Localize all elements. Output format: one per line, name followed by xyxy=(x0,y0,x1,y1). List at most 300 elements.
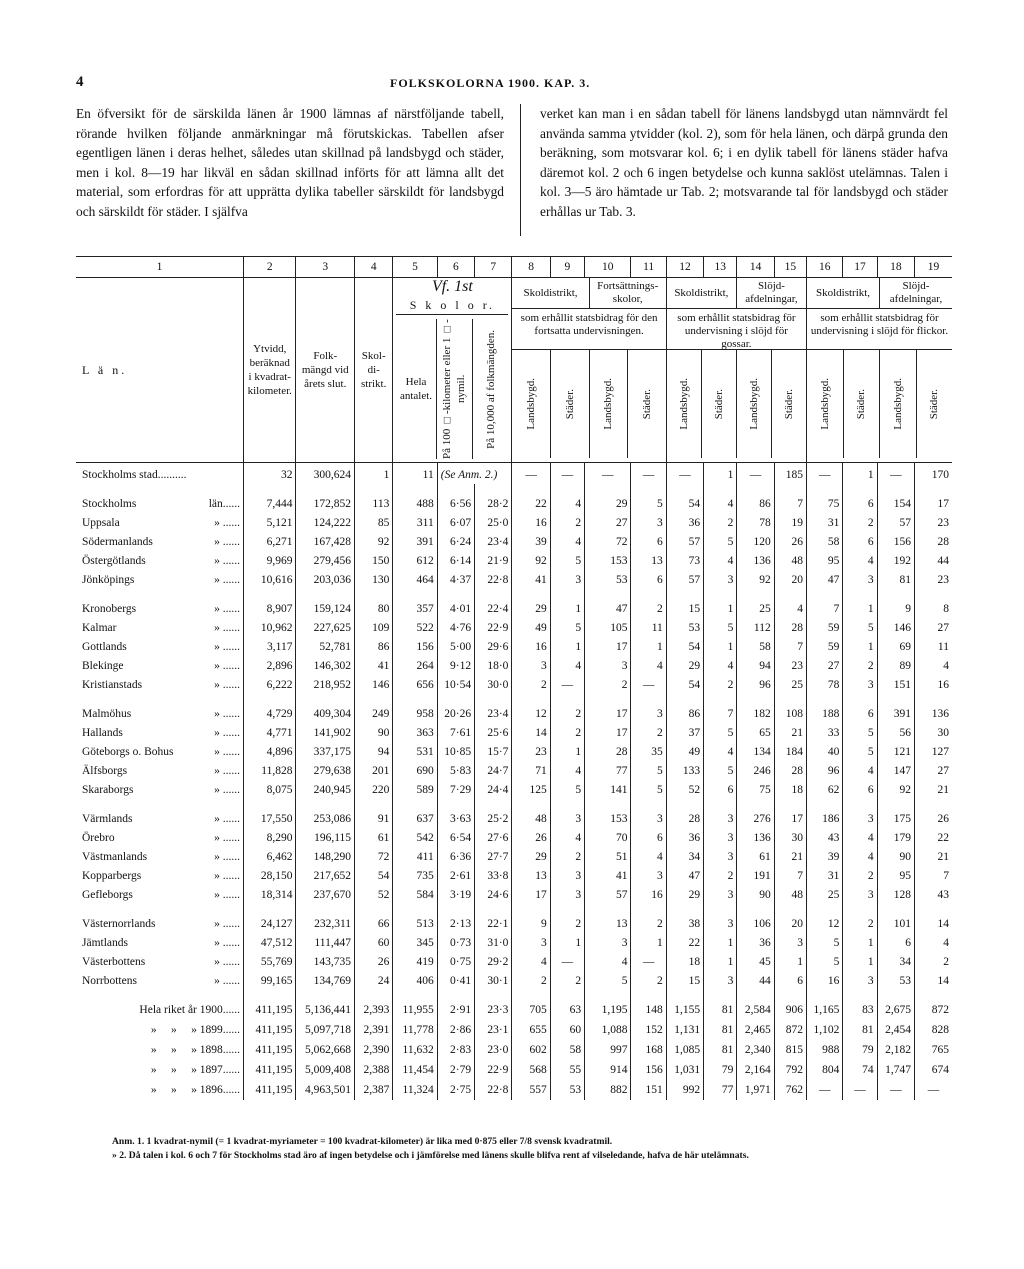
table-cell: 90 xyxy=(877,847,914,866)
table-cell: 6 xyxy=(877,933,914,952)
table-cell: 143,735 xyxy=(296,952,355,971)
row-label: Västernorrlands » ...... xyxy=(82,917,241,930)
table-cell: 184 xyxy=(774,742,806,761)
table-cell: 156 xyxy=(393,637,437,656)
table-cell: 175 xyxy=(877,809,914,828)
table-cell: 5,009,408 xyxy=(296,1060,355,1080)
table-cell: 357 xyxy=(393,599,437,618)
table-cell: 5 xyxy=(807,952,843,971)
table-cell: 152 xyxy=(631,1020,666,1040)
table-cell: 2 xyxy=(704,513,737,532)
summary-row xyxy=(76,1000,952,1020)
table-cell: 3 xyxy=(704,971,737,990)
table-cell: 151 xyxy=(877,675,914,694)
table-cell: 4 xyxy=(550,656,584,675)
table-cell: 92 xyxy=(355,532,393,551)
table-cell: 30 xyxy=(915,723,953,742)
table-cell: 3 xyxy=(704,885,737,904)
column-number: 14 xyxy=(737,257,774,278)
table-cell: 86 xyxy=(737,494,774,513)
table-cell: 41 xyxy=(355,656,393,675)
table-cell: 28 xyxy=(585,742,631,761)
table-cell: 542 xyxy=(393,828,437,847)
table-cell: 124,222 xyxy=(296,513,355,532)
table-cell: 78 xyxy=(807,675,843,694)
table-cell: 3,117 xyxy=(244,637,296,656)
table-cell: 1 xyxy=(704,952,737,971)
row-label: Värmlands » ...... xyxy=(82,812,241,825)
table-cell: 14 xyxy=(915,914,953,933)
table-cell: 14 xyxy=(915,971,953,990)
table-cell: 92 xyxy=(737,570,774,589)
table-cell: 828 xyxy=(915,1020,953,1040)
table-cell: 10·85 xyxy=(437,742,474,761)
table-cell: 54 xyxy=(666,675,703,694)
row-label: Stockholms län...... xyxy=(82,497,241,510)
table-cell: 411 xyxy=(393,847,437,866)
table-cell: 53 xyxy=(666,618,703,637)
table-cell: 488 xyxy=(393,494,437,513)
table-cell: 86 xyxy=(666,704,703,723)
table-cell: 11,955 xyxy=(393,1000,437,1020)
table-cell: 8,290 xyxy=(244,828,296,847)
table-cell: 656 xyxy=(393,675,437,694)
table-cell: 1 xyxy=(843,637,877,656)
column-number: 2 xyxy=(244,257,296,278)
table-cell: 54 xyxy=(666,494,703,513)
table-cell: 531 xyxy=(393,742,437,761)
table-cell: 28 xyxy=(774,618,806,637)
table-cell: 33·8 xyxy=(475,866,512,885)
table-cell: 65 xyxy=(737,723,774,742)
table-cell: 94 xyxy=(355,742,393,761)
table-cell: 1,102 xyxy=(807,1020,843,1040)
table-cell: 5 xyxy=(807,933,843,952)
row-label: Gottlands » ...... xyxy=(82,640,241,653)
table-cell: 232,311 xyxy=(296,914,355,933)
table-cell: 22·9 xyxy=(475,618,512,637)
table-cell: 3 xyxy=(704,914,737,933)
table-cell: — xyxy=(915,1080,953,1100)
table-cell: 568 xyxy=(512,1060,550,1080)
summary-label: » » » 1897...... xyxy=(150,1064,241,1076)
table-cell: 16 xyxy=(915,675,953,694)
table-row xyxy=(76,866,952,885)
table-cell: 406 xyxy=(393,971,437,990)
column-number: 9 xyxy=(550,257,584,278)
table-cell: 1,195 xyxy=(585,1000,631,1020)
table-cell: 240,945 xyxy=(296,780,355,799)
table-cell: 2,896 xyxy=(244,656,296,675)
table-cell: 23·1 xyxy=(475,1020,512,1040)
table-cell: 11 xyxy=(393,463,437,485)
table-cell: 11 xyxy=(915,637,953,656)
table-cell: 95 xyxy=(807,551,843,570)
table-cell: 1 xyxy=(843,599,877,618)
table-cell: 4 xyxy=(843,847,877,866)
table-cell: 391 xyxy=(393,532,437,551)
spacer-row xyxy=(76,484,952,494)
row-label: Gefleborgs » ...... xyxy=(82,888,241,901)
table-cell: 27 xyxy=(807,656,843,675)
table-cell: 146 xyxy=(355,675,393,694)
header-folkmangd: Folk-mängd vid årets slut. xyxy=(296,278,355,463)
table-cell: 3 xyxy=(550,570,584,589)
table-cell: 4 xyxy=(550,828,584,847)
table-cell: 30·0 xyxy=(475,675,512,694)
table-cell: 4·01 xyxy=(437,599,474,618)
table-cell: 11,778 xyxy=(393,1020,437,1040)
table-cell: 27·7 xyxy=(475,847,512,866)
table-cell: 765 xyxy=(915,1040,953,1060)
summary-row xyxy=(76,1020,952,1040)
row-label: Jönköpings » ...... xyxy=(82,573,241,586)
table-cell: 5,121 xyxy=(244,513,296,532)
table-cell: 24,127 xyxy=(244,914,296,933)
row-label: Kalmar » ...... xyxy=(82,621,241,634)
table-cell: 94 xyxy=(737,656,774,675)
table-cell: 0·73 xyxy=(437,933,474,952)
table-cell: 148,290 xyxy=(296,847,355,866)
table-cell: 81 xyxy=(704,1040,737,1060)
table-cell: 151 xyxy=(631,1080,666,1100)
summary-row xyxy=(76,1080,952,1100)
table-cell: 4 xyxy=(585,952,631,971)
table-cell: 25 xyxy=(737,599,774,618)
table-cell: 168 xyxy=(631,1040,666,1060)
table-cell: 55 xyxy=(550,1060,584,1080)
table-cell: 179 xyxy=(877,828,914,847)
table-cell: 81 xyxy=(877,570,914,589)
table-cell: 43 xyxy=(807,828,843,847)
table-cell: 25 xyxy=(807,885,843,904)
table-cell: 2 xyxy=(631,914,666,933)
table-cell: 2,182 xyxy=(877,1040,914,1060)
table-cell: 17 xyxy=(585,704,631,723)
table-cell: 4,771 xyxy=(244,723,296,742)
table-cell: 411,195 xyxy=(244,1040,296,1060)
table-cell: 3 xyxy=(843,570,877,589)
table-cell: — xyxy=(631,463,666,485)
table-cell: 58 xyxy=(807,532,843,551)
table-cell: 80 xyxy=(355,599,393,618)
table-cell: 464 xyxy=(393,570,437,589)
table-cell: 6 xyxy=(631,570,666,589)
table-cell: 22 xyxy=(915,828,953,847)
table-cell: 47 xyxy=(807,570,843,589)
table-cell: 1 xyxy=(704,463,737,485)
table-cell: 55,769 xyxy=(244,952,296,971)
table-cell: 227,625 xyxy=(296,618,355,637)
table-cell: 246 xyxy=(737,761,774,780)
table-cell: 411,195 xyxy=(244,1020,296,1040)
table-cell: 185 xyxy=(774,463,806,485)
table-cell: 23 xyxy=(915,513,953,532)
table-cell: 3 xyxy=(585,656,631,675)
table-cell: 2,454 xyxy=(877,1020,914,1040)
table-cell: 872 xyxy=(774,1020,806,1040)
table-cell: 1 xyxy=(550,933,584,952)
table-cell: 20 xyxy=(774,570,806,589)
table-cell: 2 xyxy=(704,866,737,885)
table-cell: 28 xyxy=(915,532,953,551)
table-cell: 1 xyxy=(550,599,584,618)
table-cell: 6·14 xyxy=(437,551,474,570)
table-cell: 81 xyxy=(843,1020,877,1040)
table-cell: 5 xyxy=(631,761,666,780)
table-cell: 4 xyxy=(774,599,806,618)
table-cell: — xyxy=(585,463,631,485)
table-cell: 4 xyxy=(704,742,737,761)
footnote-1: Anm. 1. 1 kvadrat-nymil (= 1 kvadrat-myriameter = 100 kvadrat-kilometer) är lika med 0·875 eller 7/8 svensk kvadratmil. xyxy=(112,1136,613,1147)
table-cell: 2 xyxy=(704,675,737,694)
table-cell: 1,088 xyxy=(585,1020,631,1040)
table-cell: 5·83 xyxy=(437,761,474,780)
table-row xyxy=(76,513,952,532)
table-cell: 220 xyxy=(355,780,393,799)
table-cell: 5 xyxy=(843,742,877,761)
column-number: 3 xyxy=(296,257,355,278)
table-cell: — xyxy=(631,952,666,971)
table-row xyxy=(76,933,952,952)
table-cell: 121 xyxy=(877,742,914,761)
table-cell: 44 xyxy=(915,551,953,570)
spacer-row xyxy=(76,589,952,599)
header-row xyxy=(76,278,952,463)
table-cell: 5 xyxy=(704,761,737,780)
table-cell: 52 xyxy=(666,780,703,799)
table-cell: 61 xyxy=(355,828,393,847)
table-cell: 26 xyxy=(774,532,806,551)
table-cell: 25·2 xyxy=(475,809,512,828)
table-cell: 1,031 xyxy=(666,1060,703,1080)
table-cell: 3 xyxy=(843,885,877,904)
table-cell: 57 xyxy=(585,885,631,904)
column-number: 4 xyxy=(355,257,393,278)
table-cell: 16 xyxy=(512,637,550,656)
table-cell: 136 xyxy=(915,704,953,723)
table-cell: 804 xyxy=(807,1060,843,1080)
table-cell: 337,175 xyxy=(296,742,355,761)
table-cell: 111,447 xyxy=(296,933,355,952)
table-cell: 3 xyxy=(550,809,584,828)
column-number: 15 xyxy=(774,257,806,278)
table-cell: 2,340 xyxy=(737,1040,774,1060)
table-cell: — xyxy=(877,1080,914,1100)
column-number-row xyxy=(76,257,952,278)
table-cell: 27 xyxy=(585,513,631,532)
table-cell: 6,462 xyxy=(244,847,296,866)
header-stader: Städer. xyxy=(640,388,653,420)
table-cell: 218,952 xyxy=(296,675,355,694)
table-cell: 735 xyxy=(393,866,437,885)
table-row xyxy=(76,952,952,971)
table-cell: 2 xyxy=(550,704,584,723)
table-cell: 31 xyxy=(807,513,843,532)
table-cell: 70 xyxy=(585,828,631,847)
table-cell: 24·4 xyxy=(475,780,512,799)
row-label: Stockholms stad.......... xyxy=(82,468,187,481)
table-cell: 8,075 xyxy=(244,780,296,799)
table-cell: 4 xyxy=(704,551,737,570)
table-row xyxy=(76,971,952,990)
table-cell: 7,444 xyxy=(244,494,296,513)
table-cell: 30 xyxy=(774,828,806,847)
table-cell: 6·36 xyxy=(437,847,474,866)
table-cell: 0·41 xyxy=(437,971,474,990)
table-cell: 1 xyxy=(843,952,877,971)
table-cell: — xyxy=(512,463,550,485)
table-cell: 6 xyxy=(843,494,877,513)
row-label: Kristianstads » ...... xyxy=(82,678,241,691)
header-landsbygd: Landsbygd. xyxy=(525,378,538,430)
column-number: 16 xyxy=(807,257,843,278)
table-cell: 2,164 xyxy=(737,1060,774,1080)
table-cell: 17,550 xyxy=(244,809,296,828)
table-cell: 1 xyxy=(704,637,737,656)
header-group-2: Skoldistrikt, Slöjd-afdelningar, som erhållit statsbidrag för undervisning i slöjd för gossar. Landsbygd. Städer. Landsbygd. Städer. xyxy=(666,278,806,463)
table-cell: 45 xyxy=(737,952,774,971)
table-cell: 2 xyxy=(550,971,584,990)
table-cell: 150 xyxy=(355,551,393,570)
table-cell: 6,271 xyxy=(244,532,296,551)
table-cell: 71 xyxy=(512,761,550,780)
table-cell: 1 xyxy=(774,952,806,971)
table-cell: 3 xyxy=(774,933,806,952)
table-cell: 5 xyxy=(631,494,666,513)
table-cell: 90 xyxy=(737,885,774,904)
table-cell: 156 xyxy=(877,532,914,551)
table-cell: 106 xyxy=(737,914,774,933)
column-number: 13 xyxy=(704,257,737,278)
table-cell: 4,896 xyxy=(244,742,296,761)
table-cell: 59 xyxy=(807,618,843,637)
table-cell: 411,195 xyxy=(244,1080,296,1100)
table-cell: — xyxy=(807,1080,843,1100)
table-cell: 4 xyxy=(550,532,584,551)
table-cell: 153 xyxy=(585,551,631,570)
table-row xyxy=(76,885,952,904)
table-cell: 18 xyxy=(774,780,806,799)
table-cell: 43 xyxy=(915,885,953,904)
table-cell: 3·63 xyxy=(437,809,474,828)
table-cell: 31 xyxy=(807,866,843,885)
table-cell: 7 xyxy=(807,599,843,618)
table-cell: 11,632 xyxy=(393,1040,437,1060)
table-cell: 203,036 xyxy=(296,570,355,589)
table-cell: 17 xyxy=(512,885,550,904)
table-cell: 159,124 xyxy=(296,599,355,618)
table-cell: 26 xyxy=(915,809,953,828)
table-cell: 128 xyxy=(877,885,914,904)
table-cell: 22·8 xyxy=(475,1080,512,1100)
table-cell: 41 xyxy=(585,866,631,885)
table-cell: 6 xyxy=(631,532,666,551)
table-cell: 48 xyxy=(774,885,806,904)
table-cell: 81 xyxy=(704,1000,737,1020)
table-cell: — xyxy=(550,463,584,485)
table-cell: 914 xyxy=(585,1060,631,1080)
footnotes xyxy=(112,1135,962,1163)
table-cell: 86 xyxy=(355,637,393,656)
table-cell: 21·9 xyxy=(475,551,512,570)
table-cell: 411,195 xyxy=(244,1000,296,1020)
table-cell: 27 xyxy=(915,618,953,637)
table-cell: 5 xyxy=(585,971,631,990)
table-cell: 4 xyxy=(915,933,953,952)
table-cell: 23 xyxy=(915,570,953,589)
table-cell: 1 xyxy=(550,637,584,656)
table-cell: 4 xyxy=(843,761,877,780)
table-cell: — xyxy=(877,463,914,485)
column-number: 6 xyxy=(437,257,474,278)
table-cell: 72 xyxy=(355,847,393,866)
table-cell: 78 xyxy=(737,513,774,532)
column-divider xyxy=(520,104,521,236)
table-cell: 17 xyxy=(774,809,806,828)
table-cell: 17 xyxy=(915,494,953,513)
table-cell: 5 xyxy=(550,551,584,570)
table-cell: 20 xyxy=(774,914,806,933)
table-cell: 48 xyxy=(774,551,806,570)
table-row xyxy=(76,828,952,847)
column-number: 17 xyxy=(843,257,877,278)
table-cell: 2 xyxy=(843,866,877,885)
row-label: Södermanlands » ...... xyxy=(82,535,241,548)
table-cell: 1,165 xyxy=(807,1000,843,1020)
table-cell: 191 xyxy=(737,866,774,885)
table-cell: 409,304 xyxy=(296,704,355,723)
table-cell: 1 xyxy=(631,933,666,952)
table-cell: 28 xyxy=(666,809,703,828)
table-cell: 101 xyxy=(877,914,914,933)
table-cell: 557 xyxy=(512,1080,550,1100)
table-cell: 3 xyxy=(631,704,666,723)
table-cell: 146 xyxy=(877,618,914,637)
table-cell: 196,115 xyxy=(296,828,355,847)
table-cell: 4,729 xyxy=(244,704,296,723)
table-cell: 5·00 xyxy=(437,637,474,656)
table-cell: 992 xyxy=(666,1080,703,1100)
table-cell: 56 xyxy=(877,723,914,742)
column-number: 18 xyxy=(877,257,914,278)
table-cell: 602 xyxy=(512,1040,550,1060)
table-cell: 2 xyxy=(512,675,550,694)
table-cell: 217,652 xyxy=(296,866,355,885)
spacer-row xyxy=(76,990,952,1000)
table-cell: 612 xyxy=(393,551,437,570)
table-cell: 882 xyxy=(585,1080,631,1100)
table-cell: 24·7 xyxy=(475,761,512,780)
table-cell: 2·91 xyxy=(437,1000,474,1020)
table-cell: 83 xyxy=(843,1000,877,1020)
table-cell: 134 xyxy=(737,742,774,761)
table-cell: 15 xyxy=(666,971,703,990)
table-cell: 75 xyxy=(807,494,843,513)
table-cell: 2,391 xyxy=(355,1020,393,1040)
table-cell: 29 xyxy=(512,599,550,618)
header-landsbygd: Landsbygd. xyxy=(602,378,615,430)
table-cell: 22 xyxy=(666,933,703,952)
table-cell: 21 xyxy=(915,780,953,799)
table-cell: 10,616 xyxy=(244,570,296,589)
table-cell: 1 xyxy=(550,742,584,761)
table-cell: 4·37 xyxy=(437,570,474,589)
table-cell: 4 xyxy=(550,494,584,513)
row-label: Göteborgs o. Bohus » ...... xyxy=(82,745,241,758)
table-cell: 906 xyxy=(774,1000,806,1020)
table-cell: 154 xyxy=(877,494,914,513)
